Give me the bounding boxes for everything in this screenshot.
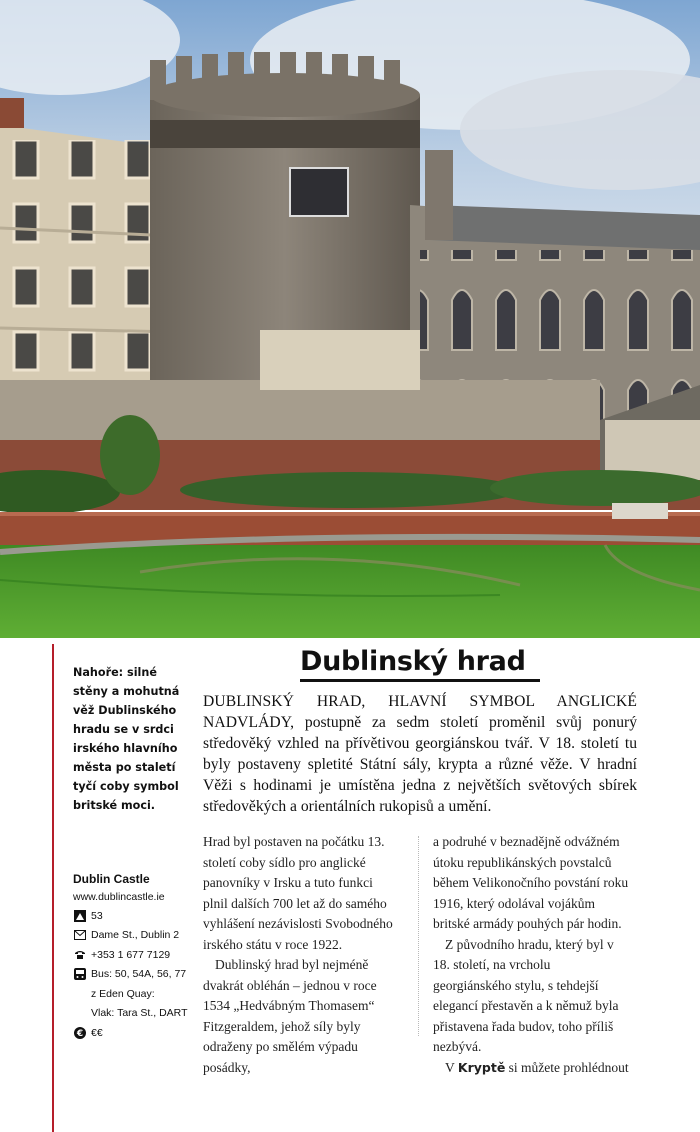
bus-line-3: Vlak: Tara St., DART [91, 1007, 188, 1020]
caption-text: silné stěny a mohutná věž Dublinského hradu se v srdci irského hlavního města po staletí tyčí coby symbol britské moci. [73, 666, 180, 813]
info-address [73, 926, 193, 945]
euro-icon [73, 1027, 86, 1039]
bus-line-2: z Eden Quay: [91, 987, 155, 1000]
svg-text:€: € [76, 1028, 83, 1039]
price-value: €€ [91, 1026, 103, 1039]
map-ref-value: 53 [91, 910, 103, 922]
map-ref-icon [73, 910, 86, 922]
col2-paragraph-1: a podruhé v beznadějně odvážném útoku republikánských povstalců během Velikonočního povstání roku 1916, který odolával vojákům britské armády pouhých pár hodin. [433, 834, 629, 932]
col1-paragraph-2: Dublinský hrad byl nejméně dvakrát obléhán – jednou v roce 1534 „Hedvábným Thomasem“ Fitzgeraldem, jehož síly byly odraženy po smělém výpadu posádky, [203, 957, 377, 1075]
body-column-1 [203, 832, 400, 1078]
info-price [73, 1024, 193, 1043]
col2-paragraph-3 [433, 1058, 630, 1079]
column-divider [418, 836, 419, 1036]
intro-caps: DUBLINSKÝ HRAD, HLAVNÍ SYMBOL ANGLICKÉ NADVLÁDY, [203, 693, 637, 732]
envelope-icon [73, 929, 86, 941]
caption-lead: Nahoře: [73, 666, 124, 679]
bus-icon [73, 968, 86, 980]
info-box [73, 872, 193, 1043]
address-value: Dame St., Dublin 2 [91, 929, 180, 942]
col2-p3-pre: V [445, 1059, 458, 1075]
info-title: Dublin Castle [73, 872, 150, 886]
intro-paragraph [203, 691, 637, 817]
intro-text: postupně za sedm století proměnil svůj ponurý středověký vzhled na přívětivou georgiánskou tvář. V 18. století tu byly postaveny spletité Státní sály, krypta a různé věže. V hradní Věži s hodinami je umístěna jedna z největších světových sbírek středověkých a orientálních rukopisů a umění. [203, 714, 637, 816]
crypt-keyword: Kryptě [457, 1059, 506, 1075]
body-column-2 [433, 832, 630, 1078]
col2-paragraph-2: Z původního hradu, který byl v 18. století, na vrcholu georgiánského stylu, s tehdejší elegancí přestavěn a k němuž byla přistavena řada budov, toho příliš nezbývá. [433, 936, 619, 1055]
col1-paragraph-1: Hrad byl postaven na počátku 13. století coby sídlo pro anglické panovníky v Irsku a tuto funkci plnil dalších 700 let až do samého vyhlášení nezávislosti Svobodného irského státu v roce 1922. [203, 834, 393, 952]
page-title: Dublinský hrad [300, 646, 540, 682]
photo-caption [73, 663, 191, 815]
phone-icon [73, 949, 86, 961]
info-phone [73, 946, 193, 965]
phone-value: +353 1 677 7129 [91, 948, 171, 961]
bus-line-1: Bus: 50, 54A, 56, 77 [91, 968, 187, 981]
info-transport [73, 965, 193, 1023]
red-margin-rule [52, 644, 54, 1132]
info-url[interactable]: www.dublincastle.ie [73, 891, 165, 903]
col2-p3-post: si můžete prohlédnout [505, 1059, 629, 1075]
info-map-ref [73, 907, 193, 926]
